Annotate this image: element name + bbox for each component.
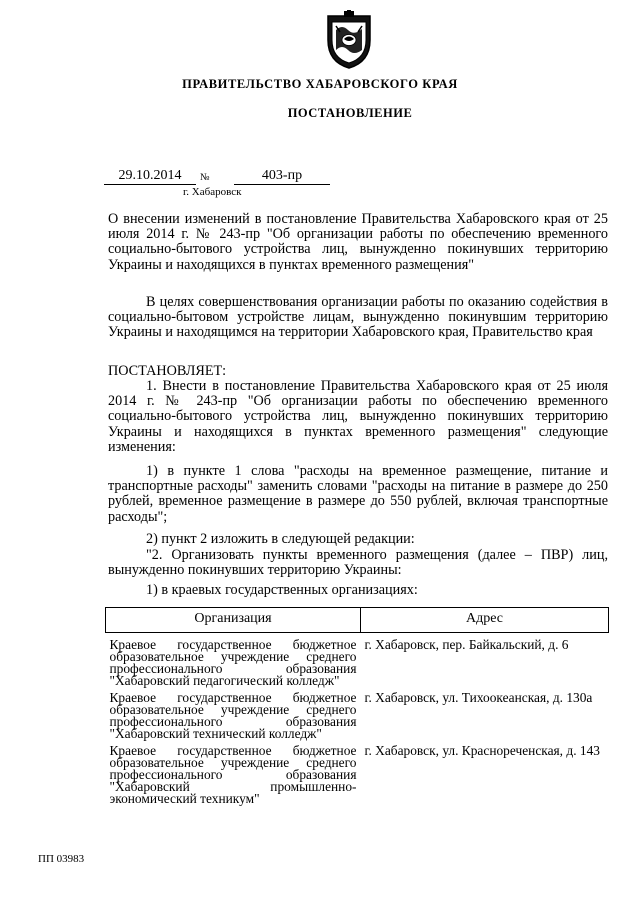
item-2-1-paragraph: 1) в краевых государственных организациях: xyxy=(146,582,418,598)
document-date: 29.10.2014 xyxy=(104,168,196,185)
number-sign: № xyxy=(200,172,210,183)
table-row xyxy=(106,690,609,743)
footer-code: ПП 03983 xyxy=(38,853,85,865)
khabarovsk-krai-coat-of-arms-icon xyxy=(324,10,374,70)
government-name: ПРАВИТЕЛЬСТВО ХАБАРОВСКОГО КРАЯ xyxy=(182,77,458,91)
table-header-row xyxy=(106,608,609,633)
document-city: г. Хабаровск xyxy=(183,186,242,198)
document-subject: О внесении изменений в постановление Правительства Хабаровского края от 25 июля 2014 г. № 243-пр "Об организации работы по обеспечению временного социально-бытового устройства лиц, вынужденно покинувших территорию Украины и находящихся в пунктах временного размещения" xyxy=(108,211,608,273)
item-1-paragraph: 1. Внести в постановление Правительства Хабаровского края от 25 июля 2014 г. № 243-пр "Об организации работы по обеспечению временного социально-бытового устройства лиц, вынужденно покинувших территорию Украины и находящихся в пунктах временного размещения" следующие изменения: xyxy=(108,378,608,455)
address-cell: г. Хабаровск, ул. Тихоокеанская, д. 130а xyxy=(364,690,593,705)
organizations-table xyxy=(105,607,609,808)
address-cell: г. Хабаровск, ул. Краснореченская, д. 143 xyxy=(364,743,600,758)
column-header-address: Адрес xyxy=(361,608,609,633)
address-cell: г. Хабаровск, пер. Байкальский, д. 6 xyxy=(364,637,569,652)
table-row xyxy=(106,743,609,808)
document-number: 403-пр xyxy=(234,168,330,185)
item-1-1-paragraph: 1) в пункте 1 слова "расходы на временное размещение, питание и транспортные расходы" заменить словами "расходы на питание в размере до 250 рублей, временное размещение в размере до 550 рублей, включая транспортные расходы"; xyxy=(108,463,608,525)
item-2-paragraph: "2. Организовать пункты временного размещения (далее – ПВР) лиц, вынужденно покинувших территорию Украины: xyxy=(108,547,608,579)
organization-cell: Краевое государственное бюджетное образовательное учреждение среднего профессионального образования "Хабаровский педагогический колледж" xyxy=(109,637,357,688)
column-header-organization: Организация xyxy=(106,608,361,633)
organization-cell: Краевое государственное бюджетное образовательное учреждение среднего профессионального образования "Хабаровский промышленно-экономический техникум" xyxy=(109,743,357,806)
item-1-2-paragraph: 2) пункт 2 изложить в следующей редакции: xyxy=(146,531,415,547)
decree-word: ПОСТАНОВЛЯЕТ: xyxy=(108,363,227,379)
table-row xyxy=(106,633,609,691)
preamble-paragraph: В целях совершенствования организации работы по оказанию содействия в социально-бытовом устройстве лицам, вынужденно покинувшим территорию Украины и находящимся на территории Хабаровского края, Правительство края xyxy=(108,294,608,341)
organization-cell: Краевое государственное бюджетное образовательное учреждение среднего профессионального образования "Хабаровский технический колледж" xyxy=(109,690,357,741)
document-type: ПОСТАНОВЛЕНИЕ xyxy=(287,106,413,120)
